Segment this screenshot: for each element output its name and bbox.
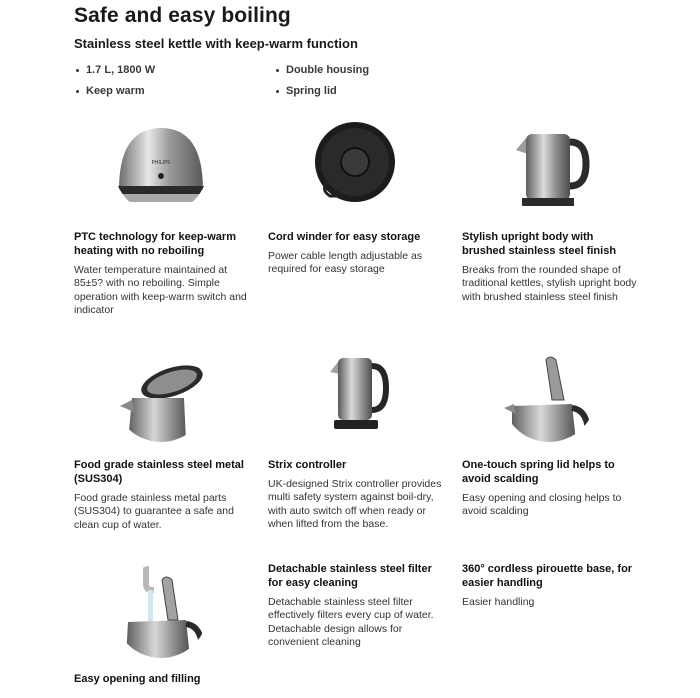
- feature-cordless-base: [462, 562, 637, 622]
- feature-heading: PTC technology for keep-warm heating with no reboiling: [74, 231, 236, 257]
- cord-winder-base-icon: [308, 120, 402, 214]
- feature-heading: Cord winder for easy storage: [268, 231, 421, 243]
- feature-description: Food grade stainless metal parts (SUS304) to guarantee a safe and clean cup of water.: [74, 492, 234, 531]
- spec-bullet: 1.7 L, 1800 W: [74, 64, 155, 76]
- feature-heading: Detachable stainless steel filter for easy cleaning: [268, 563, 432, 589]
- page-subtitle: Stainless steel kettle with keep-warm function: [74, 36, 358, 51]
- feature-heading: Strix controller: [268, 459, 347, 471]
- feature-heading: One-touch spring lid helps to avoid scalding: [462, 459, 615, 485]
- kettle-base-keep-warm-switch-icon: [114, 120, 208, 214]
- feature-description: Easy opening and closing helps to avoid scalding: [462, 492, 622, 518]
- feature-description: Easier handling: [462, 596, 535, 608]
- feature-heading: Stylish upright body with brushed stainless steel finish: [462, 231, 617, 257]
- feature-upright-body: [462, 120, 637, 330]
- page-title: Safe and easy boiling: [74, 4, 291, 27]
- kettle-filling-tap-icon: [114, 564, 208, 658]
- feature-description: Detachable stainless steel filter effectively filters every cup of water. Detachable design allows for convenient cleaning: [268, 596, 434, 649]
- open-lid-kettle-icon: [114, 348, 208, 442]
- feature-easy-filling: [74, 562, 249, 698]
- svg-text:PHILIPS: PHILIPS: [151, 160, 171, 166]
- feature-food-grade-steel: [74, 348, 249, 548]
- feature-description: UK-designed Strix controller provides multi safety system against boil-dry, with auto switch off when ready or when lifted from the base.: [268, 478, 442, 531]
- feature-description: Power cable length adjustable as required for easy storage: [268, 250, 423, 276]
- feature-cord-winder: [268, 120, 443, 330]
- feature-description: Breaks from the rounded shape of traditional kettles, stylish upright body with brushed stainless steel finish: [462, 264, 637, 303]
- bullet-dot-icon: [276, 69, 279, 72]
- feature-heading: Easy opening and filling: [74, 673, 201, 685]
- feature-detachable-filter: [268, 562, 443, 662]
- feature-spring-lid: [462, 348, 637, 548]
- bullet-dot-icon: [76, 90, 79, 93]
- spec-bullet: Keep warm: [74, 85, 145, 97]
- spec-bullet: Spring lid: [274, 85, 337, 97]
- feature-strix-controller: [268, 348, 443, 548]
- spec-bullet: Double housing: [274, 64, 369, 76]
- spring-lid-kettle-icon: [502, 348, 596, 442]
- kettle-on-base-icon: [308, 348, 402, 442]
- feature-heading: Food grade stainless steel metal (SUS304): [74, 459, 244, 485]
- feature-heading: 360° cordless pirouette base, for easier handling: [462, 563, 633, 589]
- bullet-dot-icon: [276, 90, 279, 93]
- bullet-dot-icon: [76, 69, 79, 72]
- upright-kettle-icon: [502, 120, 596, 214]
- feature-description: Water temperature maintained at 85±5? with no reboiling. Simple operation with keep-warm switch and indicator: [74, 264, 247, 317]
- feature-keep-warm: [74, 120, 249, 330]
